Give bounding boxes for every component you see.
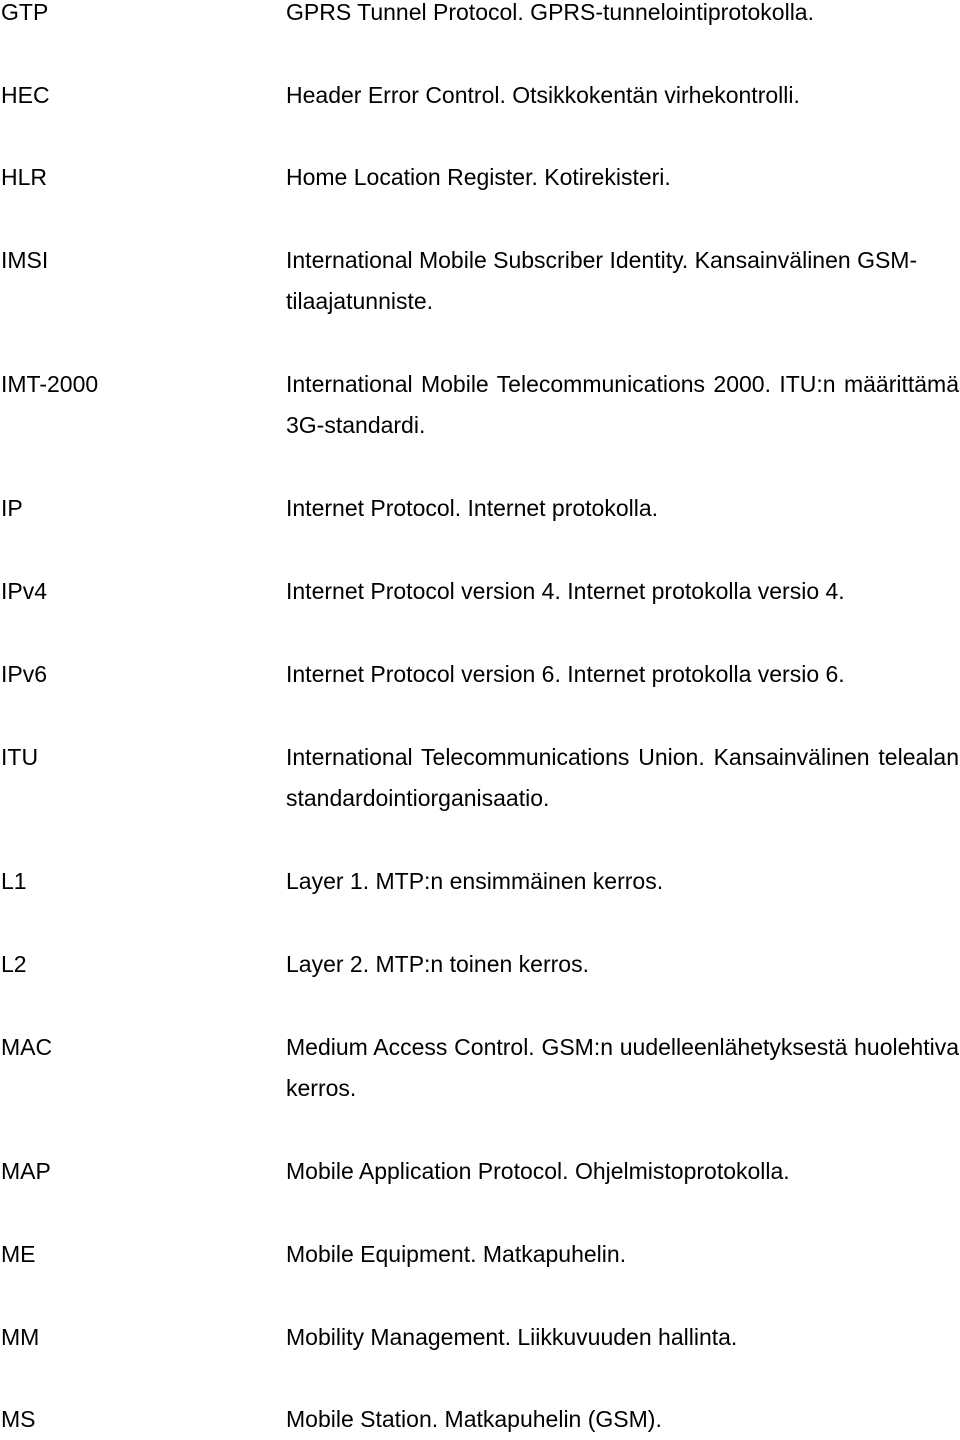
- definition: Mobile Equipment. Matkapuhelin.: [286, 1241, 627, 1267]
- definition: International Mobile Subscriber Identity. Kansainvälinen GSM-tilaajatunniste.: [286, 247, 918, 314]
- term: ITU: [1, 744, 39, 770]
- definition: GPRS Tunnel Protocol. GPRS-tunnelointiprotokolla.: [286, 0, 814, 25]
- definition: Mobile Station. Matkapuhelin (GSM).: [286, 1406, 662, 1432]
- definition: Medium Access Control. GSM:n uudelleenlähetyksestä huolehtiva kerros.: [286, 1034, 959, 1101]
- term: IPv4: [1, 578, 48, 604]
- term: GTP: [1, 0, 49, 25]
- term: L2: [1, 951, 27, 977]
- term: ME: [1, 1241, 36, 1267]
- term: IMT-2000: [1, 371, 99, 397]
- term: IP: [1, 495, 23, 521]
- definition: Mobility Management. Liikkuvuuden hallinta.: [286, 1324, 738, 1350]
- definition: Home Location Register. Kotirekisteri.: [286, 164, 671, 190]
- definition: Header Error Control. Otsikkokentän virhekontrolli.: [286, 82, 800, 108]
- definition: Layer 1. MTP:n ensimmäinen kerros.: [286, 868, 664, 894]
- term: MS: [1, 1406, 36, 1432]
- term: HLR: [1, 164, 48, 190]
- term: MAC: [1, 1034, 53, 1060]
- definition: Internet Protocol. Internet protokolla.: [286, 495, 659, 521]
- term: MM: [1, 1324, 40, 1350]
- definition: Internet Protocol version 4. Internet protokolla versio 4.: [286, 578, 845, 604]
- definition: International Telecommunications Union. Kansainvälinen telealan standardointiorganisaatio.: [286, 744, 959, 811]
- term: L1: [1, 868, 27, 894]
- definition: Layer 2. MTP:n toinen kerros.: [286, 951, 589, 977]
- term: IPv6: [1, 661, 48, 687]
- term: IMSI: [1, 247, 49, 273]
- definition: Internet Protocol version 6. Internet protokolla versio 6.: [286, 661, 845, 687]
- term: HEC: [1, 82, 50, 108]
- definition: International Mobile Telecommunications 2000. ITU:n määrittämä 3G-standardi.: [286, 371, 959, 438]
- definition: Mobile Application Protocol. Ohjelmistoprotokolla.: [286, 1158, 790, 1184]
- term: MAP: [1, 1158, 51, 1184]
